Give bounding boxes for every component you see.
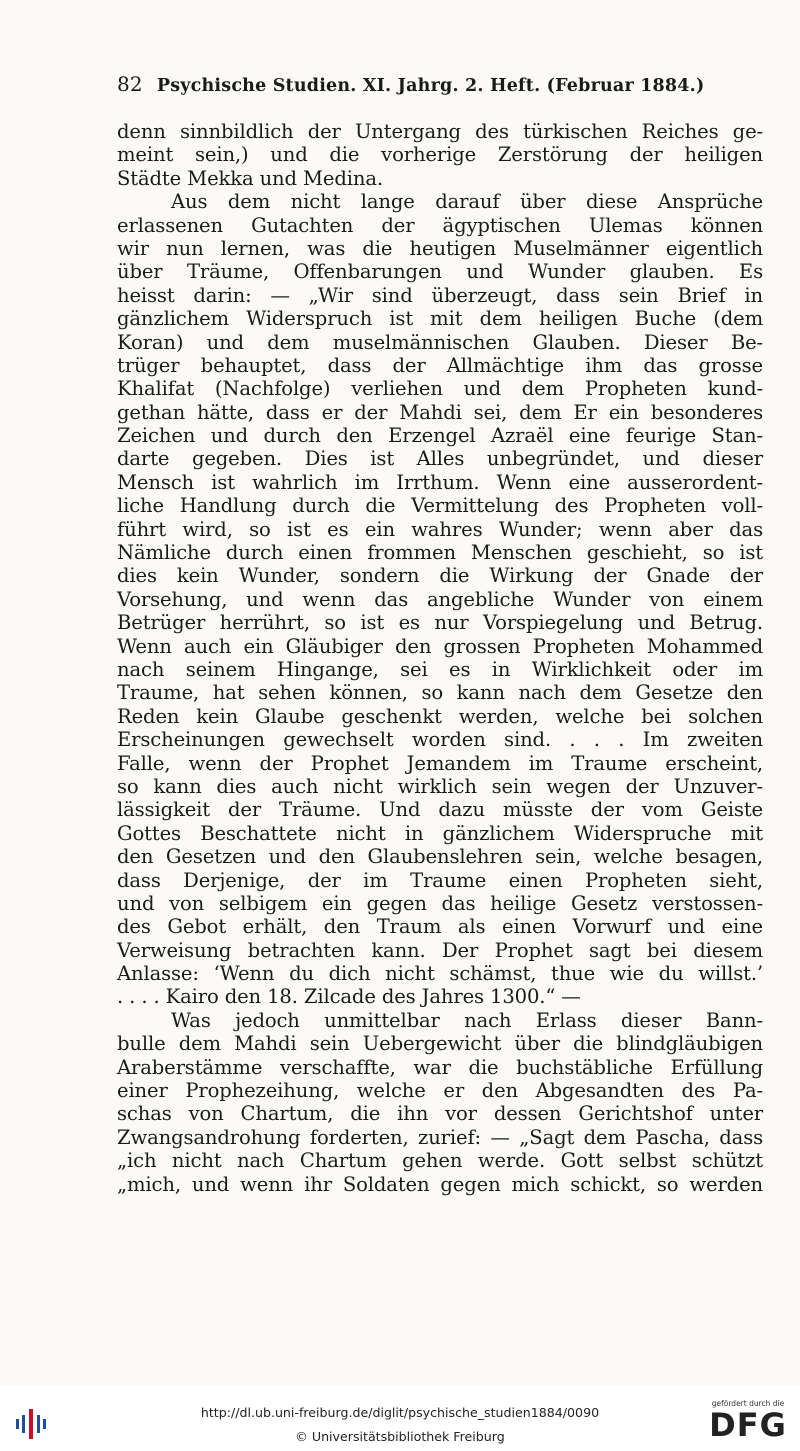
dfg-wordmark: DFG <box>709 1406 787 1444</box>
text-line: Reden kein Glaube geschenkt werden, welche bei solchen <box>117 704 763 728</box>
text-line: erlassenen Gutachten der ägyptischen Ulemas können <box>117 213 763 237</box>
dfg-logo <box>706 1399 790 1445</box>
source-url[interactable]: http://dl.ub.uni-freiburg.de/diglit/psychische_studien1884/0090 <box>200 1405 600 1420</box>
text-line: liche Handlung durch die Vermittelung des Propheten voll- <box>117 494 763 518</box>
text-line: Zeichen und durch den Erzengel Azraël eine feurige Stan- <box>117 424 763 448</box>
text-line: Zwangsandrohung forderten, zurief: — „Sagt dem Pascha, dass <box>117 1125 763 1149</box>
text-line: Koran) und dem muselmännischen Glauben. Dieser Be- <box>117 330 763 354</box>
text-line: Aus dem nicht lange darauf über diese Ansprüche <box>171 190 763 214</box>
text-line: „ich nicht nach Chartum gehen werde. Gott selbst schützt <box>117 1149 763 1173</box>
text-line: Anlasse: ‘Wenn du dich nicht schämst, thue wie du willst.’ <box>117 962 763 986</box>
text-line: wir nun lernen, was die heutigen Muselmänner eigentlich <box>117 236 763 260</box>
text-line: trüger behauptet, dass der Allmächtige ihm das grosse <box>117 353 763 377</box>
text-line: führt wird, so ist es ein wahres Wunder; wenn aber das <box>117 517 763 541</box>
text-line: Araberstämme verschaffte, war die buchstäbliche Erfüllung <box>117 1055 763 1079</box>
text-line: Erscheinungen gewechselt worden sind. . . . Im zweiten <box>117 728 763 752</box>
text-line: dass Derjenige, der im Traume einen Propheten sieht, <box>117 868 763 892</box>
text-line: so kann dies auch nicht wirklich sein wegen der Unzuver- <box>117 774 763 798</box>
text-line: denn sinnbildlich der Untergang des türkischen Reiches ge- <box>117 120 763 143</box>
text-line: einer Prophezeihung, welche er den Abgesandten des Pa- <box>117 1079 763 1103</box>
text-line: Wenn auch ein Gläubiger den grossen Propheten Mohammed <box>117 634 763 658</box>
text-line: Was jedoch unmittelbar nach Erlass dieser Bann- <box>171 1008 763 1032</box>
text-line: Falle, wenn der Prophet Jemandem im Traume erscheint, <box>117 751 763 775</box>
text-line: über Träume, Offenbarungen und Wunder glauben. Es <box>117 260 763 284</box>
text-line: Nämliche durch einen frommen Menschen geschieht, so ist <box>117 541 763 565</box>
text-line: . . . . Kairo den 18. Zilcade des Jahres 1300.“ — <box>117 985 581 1009</box>
dfg-tagline: gefördert durch die <box>711 1399 785 1408</box>
text-line: gänzlichem Widerspruch ist mit dem heiligen Buche (dem <box>117 307 763 331</box>
text-line: meint sein,) und die vorherige Zerstörung der heiligen <box>117 143 763 167</box>
text-line: heisst darin: — „Wir sind überzeugt, dass sein Brief in <box>117 283 763 307</box>
text-line: Mensch ist wahrlich im Irrthum. Wenn eine ausserordent- <box>117 470 763 494</box>
text-line: Gottes Beschattete nicht in gänzlichem Widerspruche mit <box>117 821 763 845</box>
text-line: Betrüger herrührt, so ist es nur Vorspiegelung und Betrug. <box>117 611 763 635</box>
text-line: nach seinem Hingange, sei es in Wirklichkeit oder im <box>117 657 763 681</box>
text-line: Vorsehung, und wenn das angebliche Wunder von einem <box>117 587 763 611</box>
copyright-notice: © Universitätsbibliothek Freiburg <box>295 1429 505 1444</box>
text-line: Verweisung betrachten kann. Der Prophet sagt bei diesem <box>117 938 763 962</box>
text-line: bulle dem Mahdi sein Uebergewicht über die blindgläubigen <box>117 1032 763 1056</box>
text-line: „mich, und wenn ihr Soldaten gegen mich schickt, so werden <box>117 1172 763 1196</box>
text-line: den Gesetzen und den Glaubenslehren sein, welche besagen, <box>117 845 763 869</box>
text-line: Städte Mekka und Medina. <box>117 166 383 190</box>
text-line: und von selbigem ein gegen das heilige Gesetz verstossen- <box>117 891 763 915</box>
text-line: Traume, hat sehen können, so kann nach dem Gesetze den <box>117 681 763 705</box>
text-line: schas von Chartum, die ihn vor dessen Gerichtshof unter <box>117 1102 763 1126</box>
running-title: Psychische Studien. XI. Jahrg. 2. Heft. (Februar 1884.) <box>156 76 705 96</box>
text-line: gethan hätte, dass er der Mahdi sei, dem Er ein besonderes <box>117 400 763 424</box>
page-number: 82 <box>117 72 143 96</box>
text-line: des Gebot erhält, den Traum als einen Vorwurf und eine <box>117 915 763 939</box>
body-text <box>117 120 763 1196</box>
viewer-footer <box>0 1385 800 1451</box>
page-header <box>117 72 763 96</box>
text-line: lässigkeit der Träume. Und dazu müsste der vom Geiste <box>117 798 763 822</box>
text-line: darte gegeben. Dies ist Alles unbegründet, und dieser <box>117 447 763 471</box>
text-line: Khalifat (Nachfolge) verliehen und dem Propheten kund- <box>117 377 763 401</box>
text-line: dies kein Wunder, sondern die Wirkung der Gnade der <box>117 564 763 588</box>
